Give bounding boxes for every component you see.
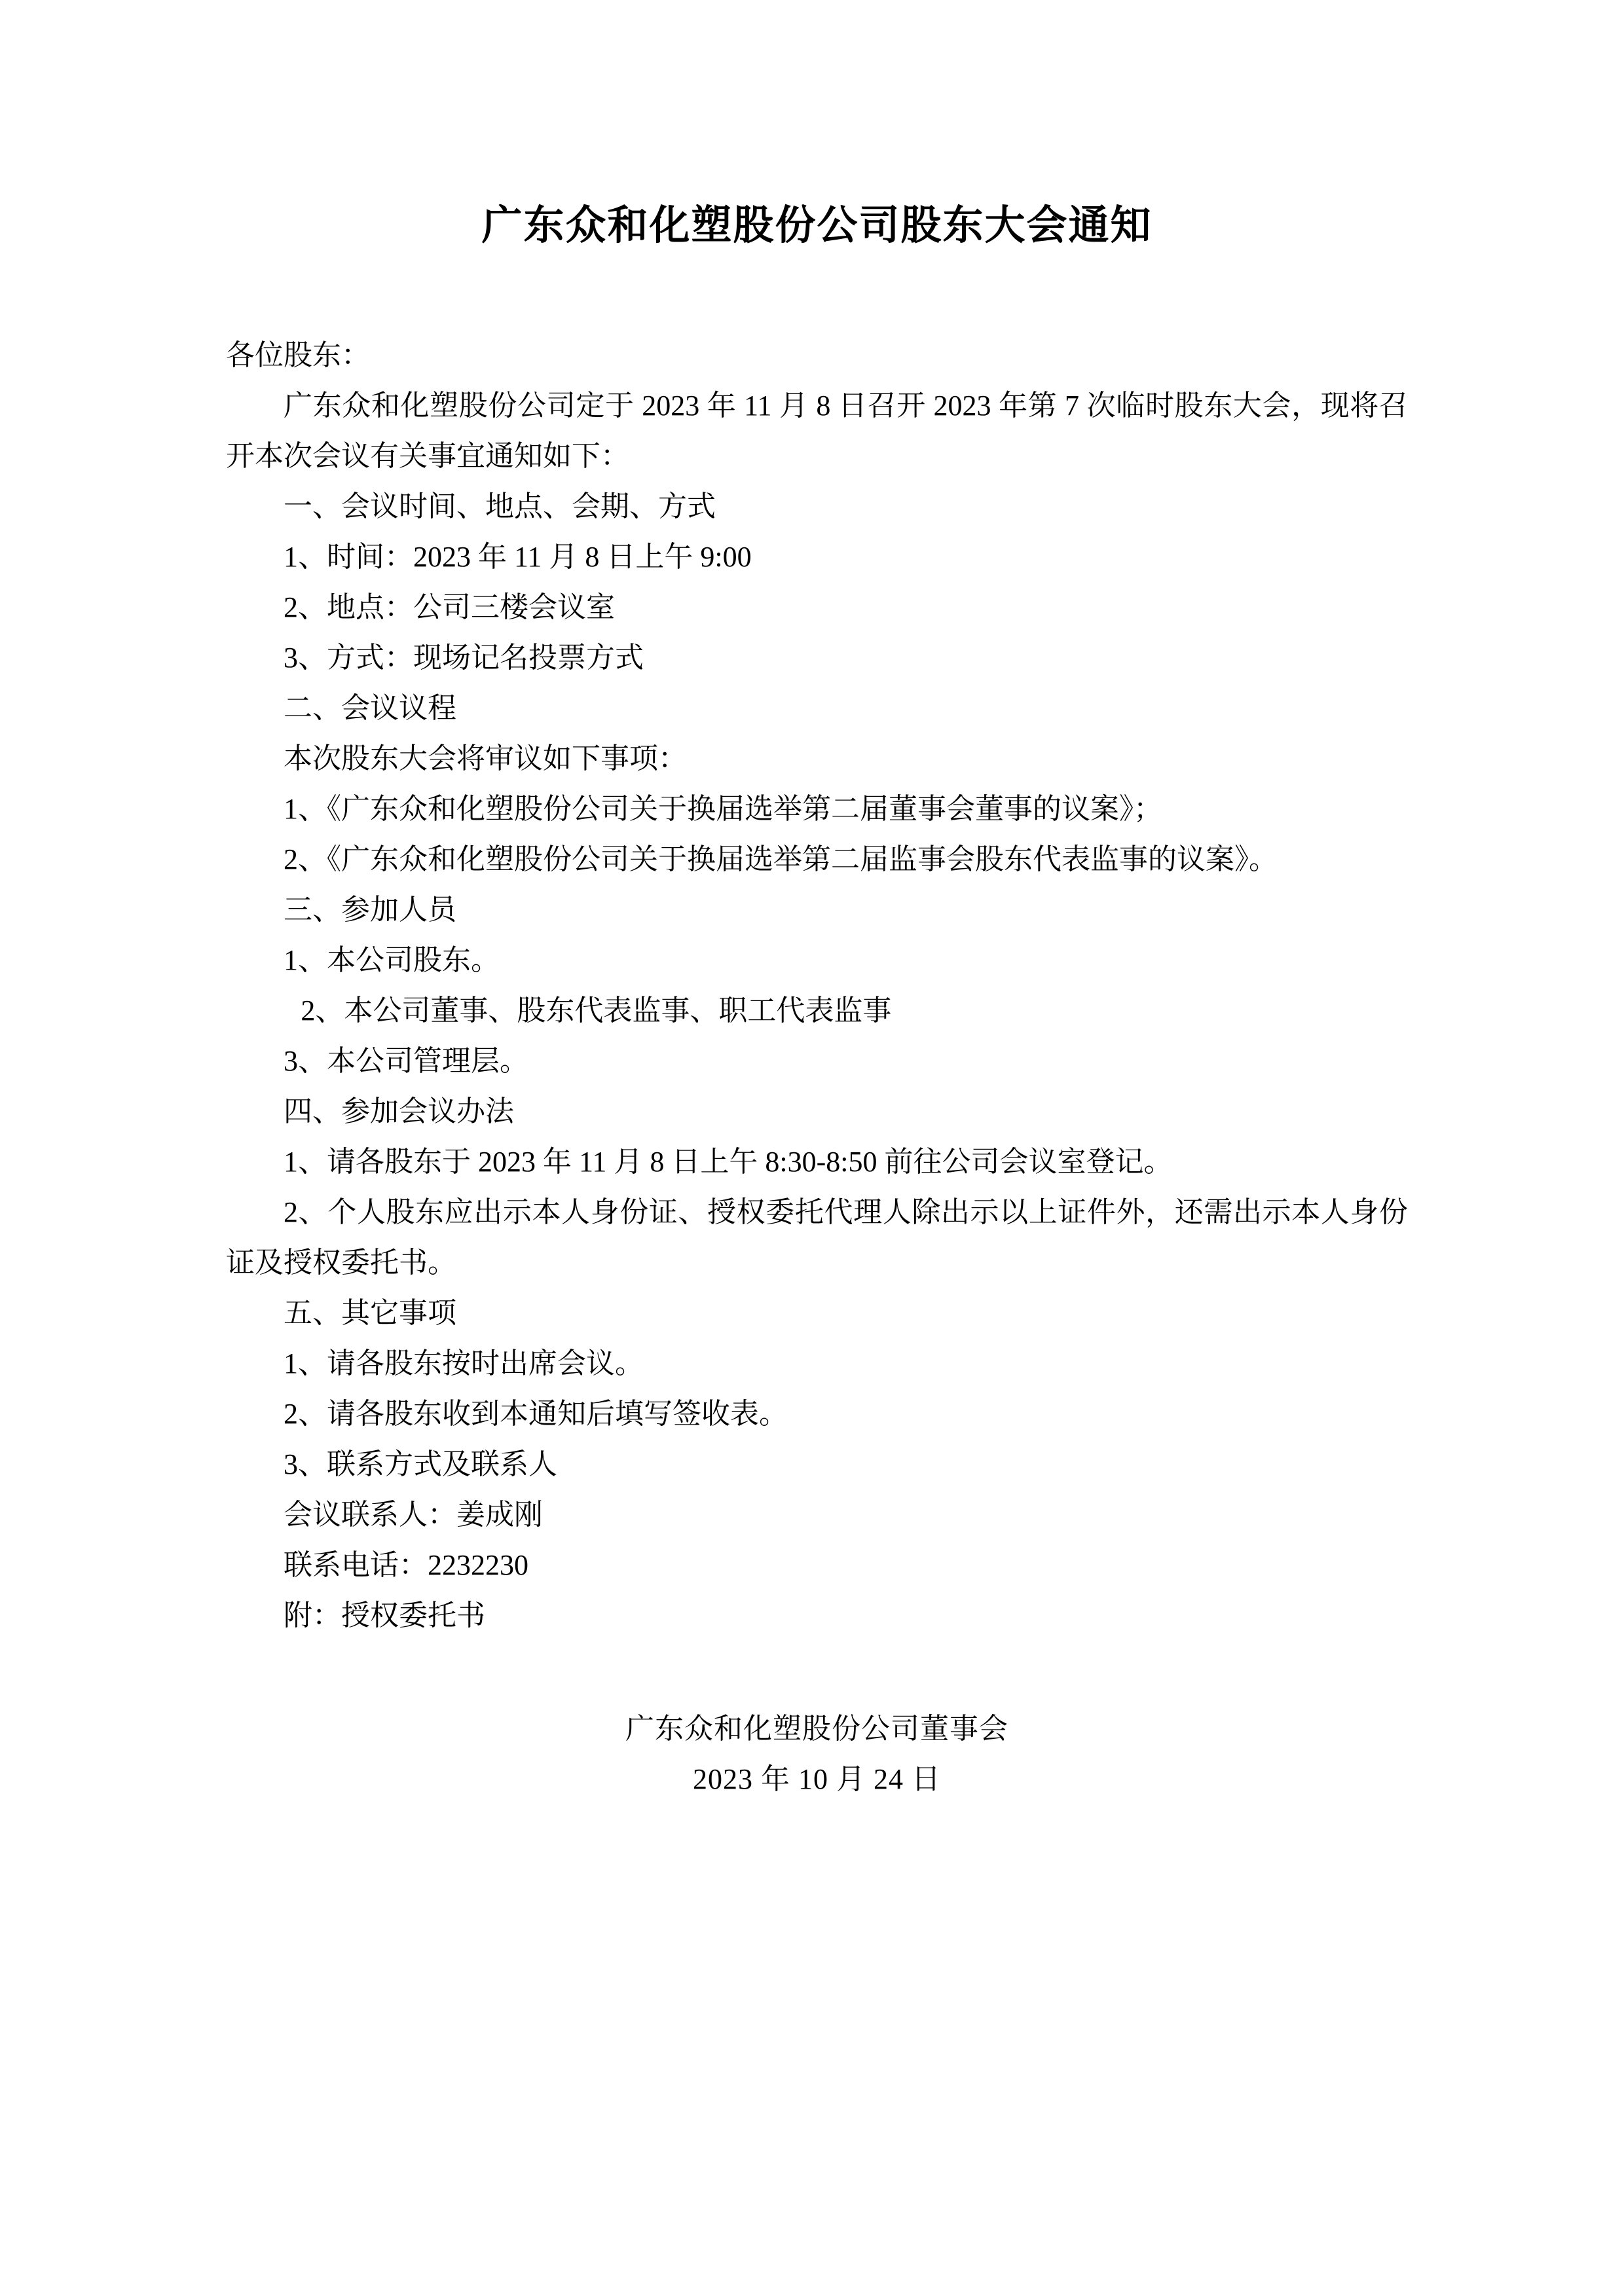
section-4-item-2: 2、个人股东应出示本人身份证、授权委托代理人除出示以上证件外，还需出示本人身份证及授权委托书。 <box>226 1195 1408 1279</box>
section-heading-5: 五、其它事项 <box>284 1296 456 1329</box>
signature-date: 2023 年 10 月 24 日 <box>693 1762 941 1795</box>
section-5-item-3: 3、联系方式及联系人 <box>284 1448 557 1480</box>
contact-phone: 联系电话：2232230 <box>284 1548 528 1581</box>
section-1-item-2: 2、地点：公司三楼会议室 <box>284 591 615 623</box>
section-3-item-1: 1、本公司股东。 <box>284 943 500 976</box>
signature-block <box>226 1704 1408 1804</box>
page-title: 广东众和化塑股份公司股东大会通知 <box>481 204 1153 248</box>
contact-person: 会议联系人：姜成刚 <box>284 1498 543 1531</box>
attachment-note: 附：授权委托书 <box>284 1599 485 1631</box>
section-2-item-3: 2、《广东众和化塑股份公司关于换届选举第二届监事会股东代表监事的议案》。 <box>284 843 1278 875</box>
signature-organization: 广东众和化塑股份公司董事会 <box>625 1712 1008 1745</box>
section-4-item-1: 1、请各股东于 2023 年 11 月 8 日上午 8:30-8:50 前往公司会议室登记。 <box>284 1145 1173 1178</box>
section-5-item-2: 2、请各股东收到本通知后填写签收表。 <box>284 1397 788 1430</box>
section-1-item-1: 1、时间：2023 年 11 月 8 日上午 9:00 <box>284 540 752 573</box>
section-5-item-1: 1、请各股东按时出席会议。 <box>284 1347 644 1379</box>
section-3-item-2: 2、本公司董事、股东代表监事、职工代表监事 <box>301 994 892 1027</box>
section-1-item-3: 3、方式：现场记名投票方式 <box>284 641 644 674</box>
section-2-item-1: 本次股东大会将审议如下事项： <box>284 742 687 774</box>
salutation: 各位股东： <box>226 338 370 371</box>
section-heading-3: 三、参加人员 <box>284 893 456 926</box>
section-heading-2: 二、会议议程 <box>284 691 456 724</box>
section-2-item-2: 1、《广东众和化塑股份公司关于换届选举第二届董事会董事的议案》； <box>284 792 1162 825</box>
intro-paragraph: 广东众和化塑股份公司定于 2023 年 11 月 8 日召开 2023 年第 7 次临时股东大会，现将召开本次会议有关事宜通知如下： <box>226 389 1408 472</box>
section-heading-1: 一、会议时间、地点、会期、方式 <box>284 490 716 522</box>
document-body <box>226 330 1408 1641</box>
section-heading-4: 四、参加会议办法 <box>284 1095 514 1127</box>
section-3-item-3: 3、本公司管理层。 <box>284 1044 528 1077</box>
